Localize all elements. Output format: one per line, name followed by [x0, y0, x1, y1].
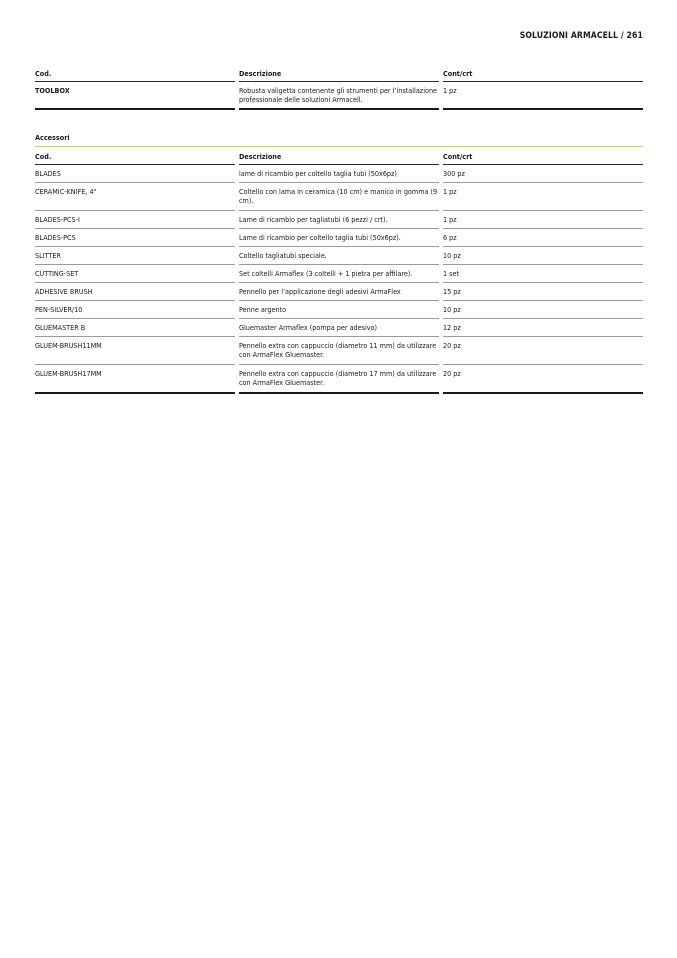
table-row	[35, 365, 643, 394]
section-divider	[35, 146, 643, 147]
table-row	[35, 229, 643, 247]
toolbox-table	[35, 69, 643, 110]
cell-cod: GLUEM-BRUSH17MM	[35, 365, 235, 394]
column-header-cod: Cod.	[35, 69, 235, 82]
column-header-cod: Cod.	[35, 152, 235, 165]
column-header-descrizione: Descrizione	[239, 152, 439, 165]
table-row	[35, 82, 643, 110]
table-row	[35, 183, 643, 211]
cell-cont: 1 pz	[443, 183, 643, 211]
cell-cont: 20 pz	[443, 365, 643, 394]
cell-cod: SLITTER	[35, 247, 235, 265]
cell-cont: 1 set	[443, 265, 643, 283]
cell-cont: 1 pz	[443, 82, 643, 110]
table-row	[35, 165, 643, 183]
cell-descrizione: Robusta valigetta contenente gli strumenti per l’installazione professionale delle soluzioni Armacell.	[239, 82, 439, 110]
cell-descrizione: lame di ricambio per coltello taglia tubi (50x6pz)	[239, 165, 439, 183]
cell-cod: BLADES-PCS-I	[35, 211, 235, 229]
cell-cod: GLUEMASTER B	[35, 319, 235, 337]
cell-cod: PEN-SILVER/10	[35, 301, 235, 319]
accessori-table	[35, 152, 643, 394]
cell-cod: TOOLBOX	[35, 82, 235, 110]
table-row	[35, 265, 643, 283]
table-row	[35, 211, 643, 229]
cell-descrizione: Penne argento	[239, 301, 439, 319]
cell-descrizione: Gluemaster Armaflex (pompa per adesivo)	[239, 319, 439, 337]
cell-cod: ADHESIVE BRUSH	[35, 283, 235, 301]
cell-descrizione: Lame di ricambio per tagliatubi (6 pezzi / crt).	[239, 211, 439, 229]
cell-cont: 12 pz	[443, 319, 643, 337]
cell-descrizione: Set coltelli Armaflex (3 coltelli + 1 pietra per affilare).	[239, 265, 439, 283]
page-header-title: SOLUZIONI ARMACELL / 261	[519, 31, 643, 41]
cell-cod: CERAMIC-KNIFE, 4"	[35, 183, 235, 211]
cell-cont: 1 pz	[443, 211, 643, 229]
table-row	[35, 283, 643, 301]
section-title-accessori: Accessori	[35, 133, 70, 142]
cell-cont: 20 pz	[443, 337, 643, 365]
cell-cont: 300 pz	[443, 165, 643, 183]
table-header-row	[35, 152, 643, 165]
table-row	[35, 301, 643, 319]
cell-cod: BLADES-PCS	[35, 229, 235, 247]
cell-cod: BLADES	[35, 165, 235, 183]
table-row	[35, 247, 643, 265]
table-header-row	[35, 69, 643, 82]
column-header-descrizione: Descrizione	[239, 69, 439, 82]
column-header-cont: Cont/crt	[443, 152, 643, 165]
column-header-cont: Cont/crt	[443, 69, 643, 82]
cell-descrizione: Coltello tagliatubi speciale.	[239, 247, 439, 265]
table-row	[35, 319, 643, 337]
cell-cont: 6 pz	[443, 229, 643, 247]
cell-cod: GLUEM-BRUSH11MM	[35, 337, 235, 365]
cell-descrizione: Pennello per l’applicazione degli adesivi ArmaFlex	[239, 283, 439, 301]
cell-descrizione: Lame di ricambio per coltello taglia tubi (50x6pz).	[239, 229, 439, 247]
cell-cont: 10 pz	[443, 301, 643, 319]
cell-descrizione: Coltello con lama in ceramica (10 cm) e manico in gomma (9 cm).	[239, 183, 439, 211]
cell-cont: 15 pz	[443, 283, 643, 301]
cell-cont: 10 pz	[443, 247, 643, 265]
cell-descrizione: Pennello extra con cappuccio (diametro 11 mm) da utilizzare con ArmaFlex Gluemaster.	[239, 337, 439, 365]
table-row	[35, 337, 643, 365]
cell-cod: CUTTING-SET	[35, 265, 235, 283]
cell-descrizione: Pennello extra con cappuccio (diametro 17 mm) da utilizzare con ArmaFlex Gluemaster.	[239, 365, 439, 394]
